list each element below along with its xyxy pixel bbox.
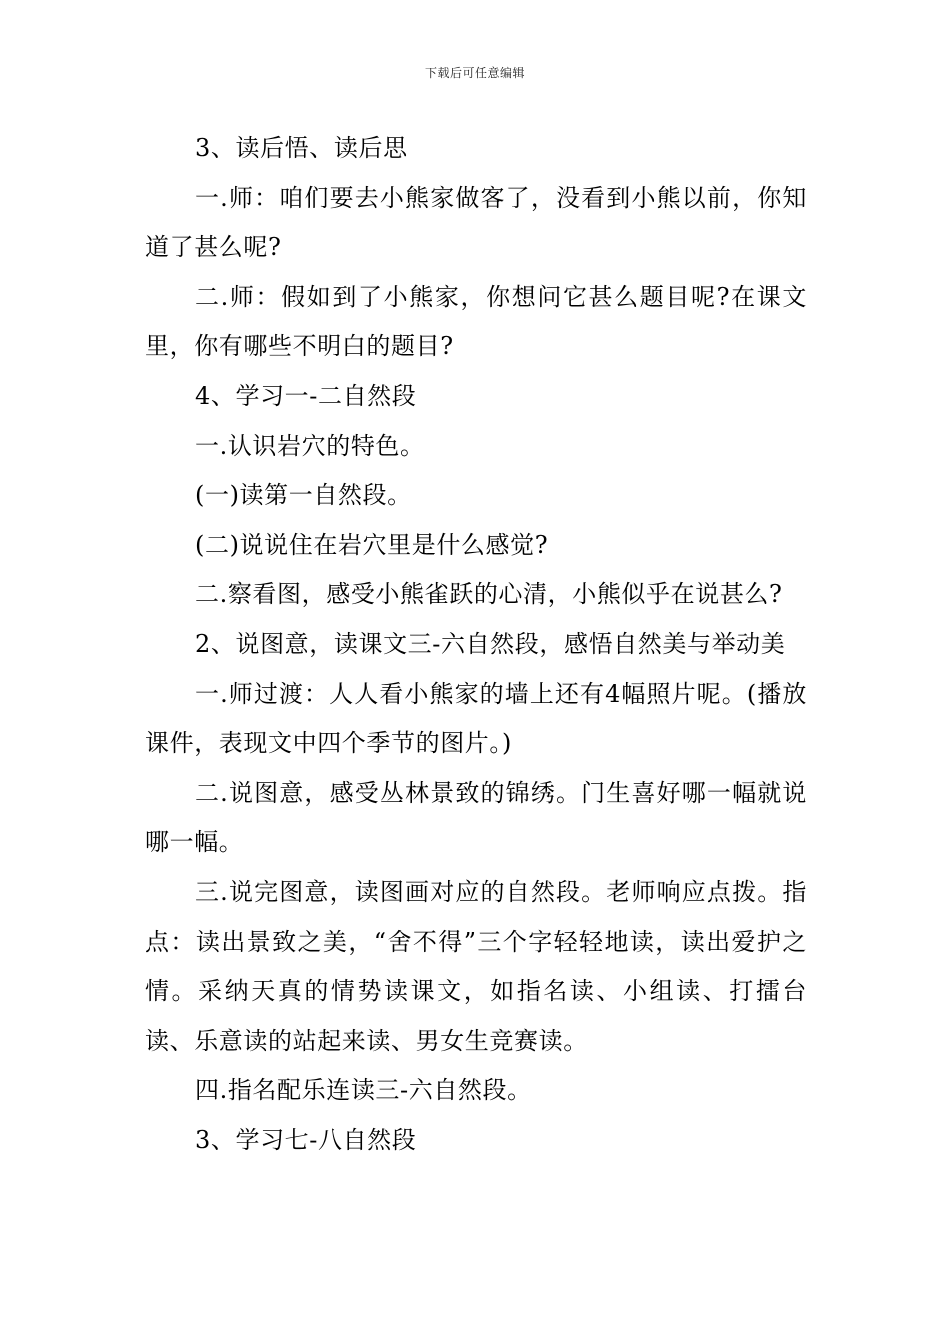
- page-header: 下载后可任意编辑: [424, 66, 525, 80]
- paragraph-section-3-study: 3、学习七-八自然段: [195, 1125, 417, 1154]
- document-body: [145, 124, 807, 1165]
- paragraph-item-1-transition: 一.师过渡：人人看小熊家的墙上还有4幅照片呢。(播放课件，表现文中四个季节的图片。): [145, 679, 807, 758]
- paragraph-item-2-observe: 二.察看图，感受小熊雀跃的心清，小熊似乎在说甚么?: [195, 580, 783, 609]
- paragraph-subitem-2: (二)说说住在岩穴里是什么感觉?: [195, 530, 549, 559]
- paragraph-item-3-reading: 三.说完图意，读图画对应的自然段。老师响应点拨。指点：读出景致之美，“舍不得”三个字轻轻地读，读出爱护之情。采纳天真的情势读课文，如指名读、小组读、打擂台读、乐意读的站起来读、男女生竞赛读。: [145, 877, 807, 1055]
- paragraph-item-4-music: 四.指名配乐连读三-六自然段。: [195, 1076, 532, 1105]
- paragraph-item-2-picture: 二.说图意，感受丛林景致的锦绣。门生喜好哪一幅就说哪一幅。: [145, 778, 807, 857]
- paragraph-section-2-heading: 2、说图意，读课文三-六自然段，感悟自然美与举动美: [195, 629, 786, 658]
- paragraph-item-1: 一.师：咱们要去小熊家做客了，没看到小熊以前，你知道了甚么呢?: [145, 183, 807, 262]
- paragraph-section-3-heading: 3、读后悟、读后思: [195, 134, 408, 162]
- paragraph-item-1-cave: 一.认识岩穴的特色。: [195, 431, 425, 460]
- paragraph-section-4-heading: 4、学习一-二自然段: [195, 381, 417, 410]
- paragraph-item-2: 二.师：假如到了小熊家，你想问它甚么题目呢?在课文里，你有哪些不明白的题目?: [145, 282, 807, 361]
- paragraph-subitem-1: (一)读第一自然段。: [195, 481, 412, 510]
